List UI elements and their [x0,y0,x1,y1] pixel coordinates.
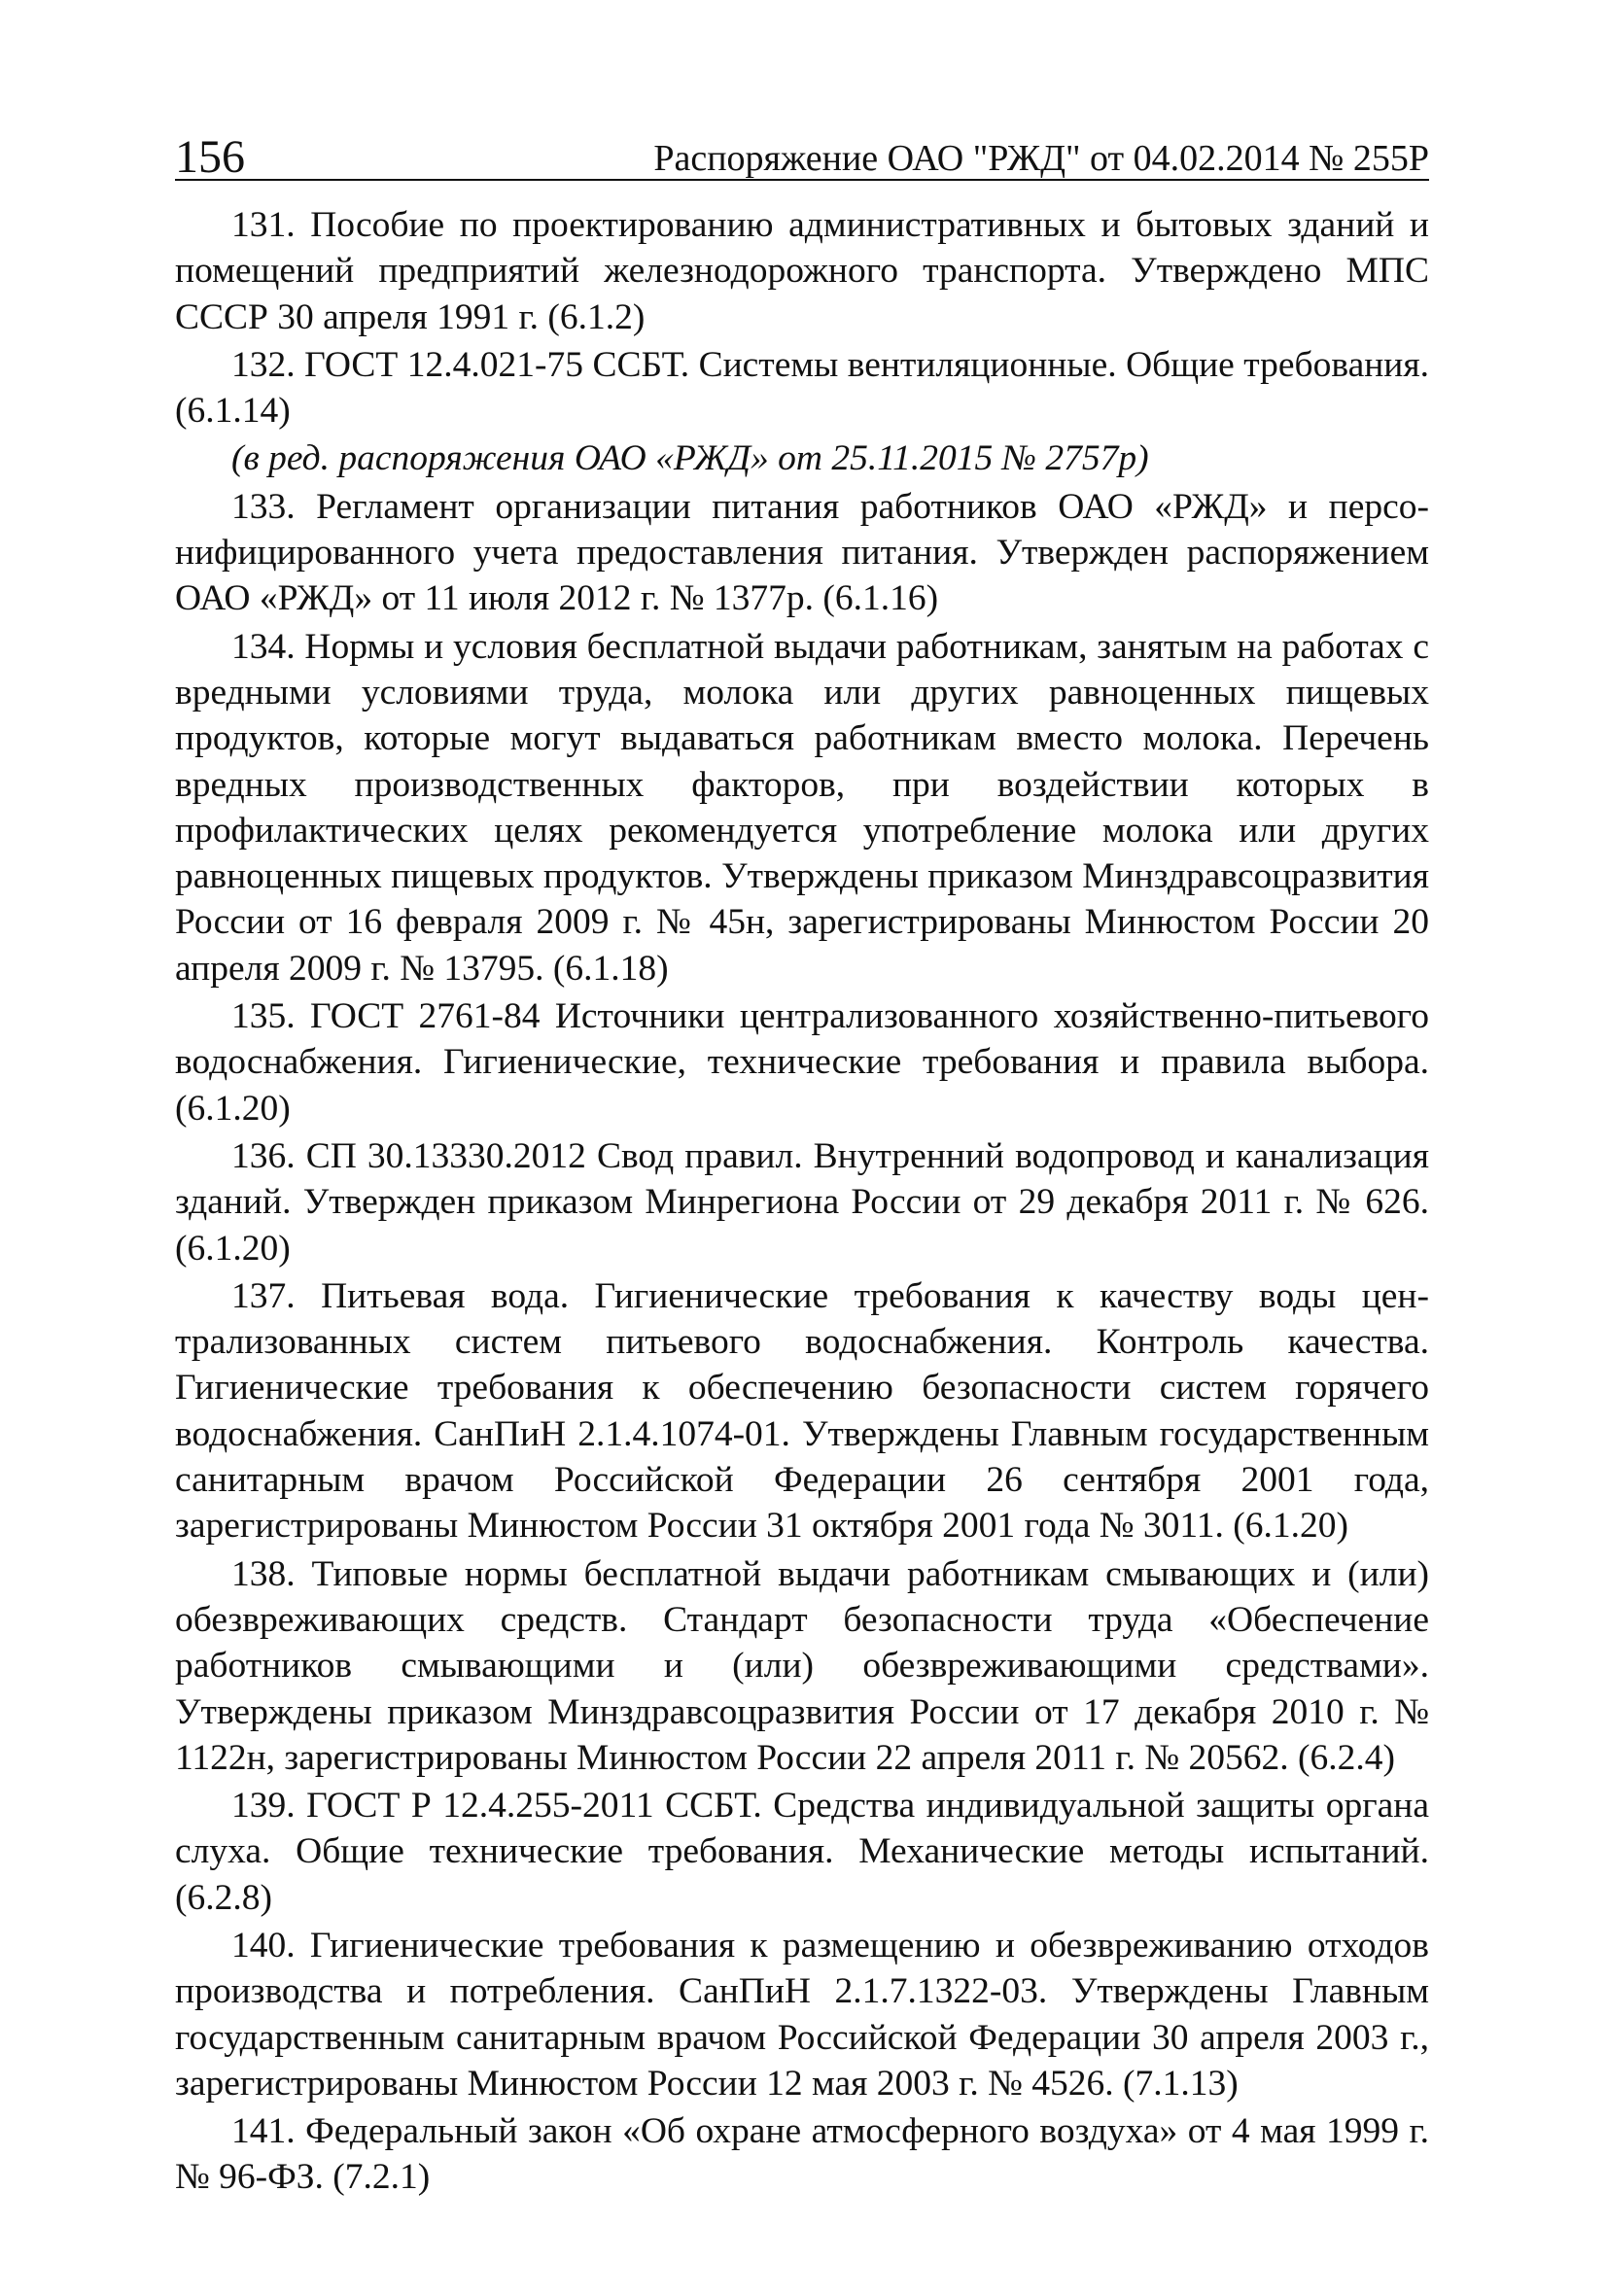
page-header [175,115,1429,181]
list-item-137: 137. Питьевая вода. Гигиенические требования к качеству воды централизованных систем питьевого водоснабжения. Контроль качества. Гигиенические требования к обеспечению безопасности систем горячего водоснабжения. СанПиН 2.1.4.1074-01. Утверждены Главным государственным санитарным врачом Российской Федерации 26 сентября 2001 года, зарегистрированы Минюстом России 31 октября 2001 года № 3011. (6.1.20) [175,1275,1429,1547]
list-item-134: 134. Нормы и условия бесплатной выдачи работникам, занятым на работах с вредными условиями труда, молока или других равноценных пищевых продуктов, которые могут выдаваться работникам вместо молока. Перечень вредных производственных факторов, при воздействии которых в профилактических целях рекомендуется употребление молока или других равноценных пищевых продуктов. Утверждены приказом Минздравсоцразвития России от 16 февраля 2009 г. № 45н, зарегистрированы Минюстом России 20 апреля 2009 г. № 13795. (6.1.18) [175,626,1429,989]
list-item-141: 141. Федеральный закон «Об охране атмосферного воздуха» от 4 мая 1999 г. № 96-ФЗ. (7.2.1) [175,2111,1429,2198]
document-body [175,202,1429,2201]
list-item-131: 131. Пособие по проектированию административных и бытовых зданий и помещений предприятий железнодорожного транспорта. Утверждено МПС СССР 30 апреля 1991 г. (6.1.2) [175,205,1429,337]
list-item-140: 140. Гигиенические требования к размещению и обезвреживанию отходов производства и потребления. СанПиН 2.1.7.1322-03. Утверждены Главным государственным санитарным врачом Российской Федерации 30 апреля 2003 г., зарегистрированы Минюстом России 12 мая 2003 г. № 4526. (7.1.13) [175,1925,1429,2104]
list-item-133: 133. Регламент организации питания работников ОАО «РЖД» и персонифицированного учета предоставления питания. Утвержден распоряжением ОАО «РЖД» от 11 июля 2012 г. № 1377р. (6.1.16) [175,486,1429,619]
list-item-136: 136. СП 30.13330.2012 Свод правил. Внутренний водопровод и канализация зданий. Утвержден приказом Минрегиона России от 29 декабря 2011 г. № 626. (6.1.20) [175,1135,1429,1269]
document-page [175,115,1429,2203]
list-item-132: 132. ГОСТ 12.4.021-75 ССБТ. Системы вентиляционные. Общие требования. (6.1.14) [175,344,1429,432]
amendment-note: (в ред. распоряжения ОАО «РЖД» от 25.11.2015 № 2757р) [231,438,1149,479]
list-item-138: 138. Типовые нормы бесплатной выдачи работникам смывающих и (или) обезвреживающих средств. Стандарт безопасности труда «Обеспечение работников смывающими и (или) обезвреживающими средствами». Утверждены приказом Минздравсоцразвития России от 17 декабря 2010 г. № 1122н, зарегистрированы Минюстом России 22 апреля 2011 г. № 20562. (6.2.4) [175,1553,1429,1778]
list-item-135: 135. ГОСТ 2761-84 Источники централизованного хозяйственно-питьевого водоснабжения. Гигиенические, технические требования и правила выбора. (6.1.20) [175,996,1429,1129]
running-title: Распоряжение ОАО "РЖД" от 04.02.2014 № 255Р [653,138,1429,179]
page-number: 156 [175,131,245,183]
list-item-139: 139. ГОСТ Р 12.4.255-2011 ССБТ. Средства индивидуальной защиты органа слуха. Общие технические требования. Механические методы испытаний. (6.2.8) [175,1786,1429,1918]
